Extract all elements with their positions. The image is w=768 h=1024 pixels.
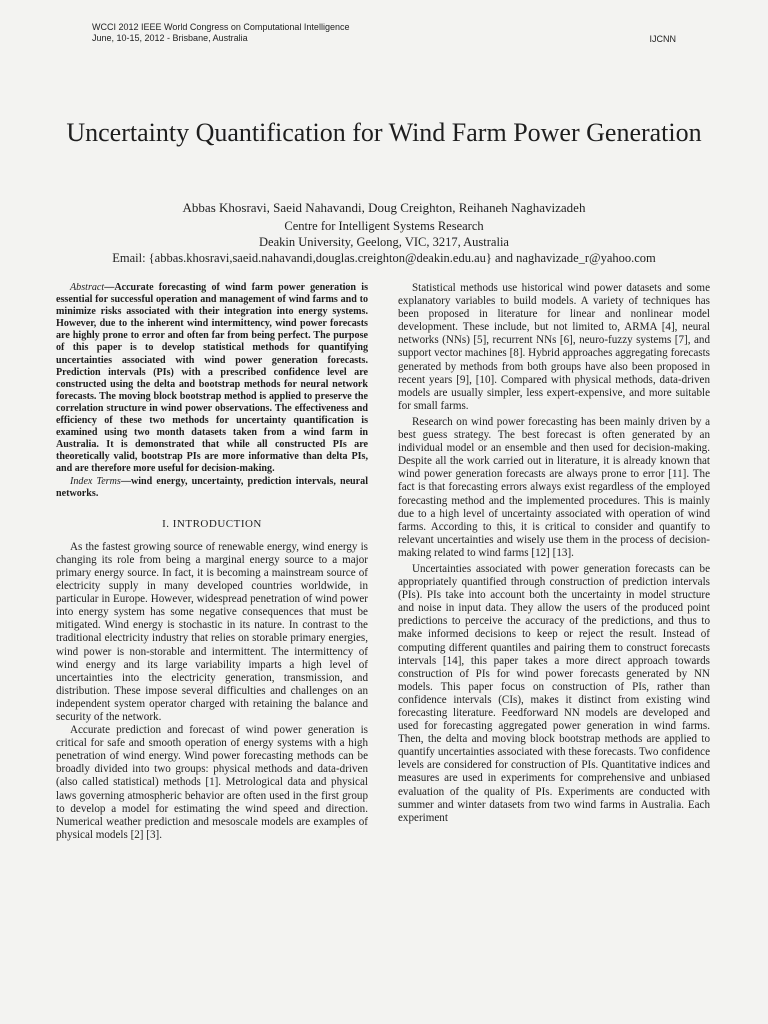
author-names: Abbas Khosravi, Saeid Nahavandi, Doug Creighton, Reihaneh Naghavizadeh [182, 200, 586, 215]
author-emails: Email: {abbas.khosravi,saeid.nahavandi,douglas.creighton@deakin.edu.au} and naghavizade_r@yahoo.com [112, 251, 656, 265]
conference-date-location: June, 10-15, 2012 - Brisbane, Australia [92, 33, 248, 43]
left-column [56, 282, 368, 842]
conference-name: WCCI 2012 IEEE World Congress on Computational Intelligence [92, 22, 350, 32]
page-header [92, 22, 676, 44]
body-paragraph: Uncertainties associated with power generation forecasts can be appropriately quantified through construction of prediction intervals (PIs). PIs take into account both the uncertainty in model structure and noise in input data. They allow the users of the produced point predictions to perceive the accuracy of the predictions, and thus to make informed decisions to keep or reject the result. Instead of computing different quantiles and pairing them to construct forecasts intervals [14], this paper takes a more direct approach towards construction of PIs for wind power forecasts generated by NN models. This paper focus on construction of PIs, rather than confidence intervals (CIs), makes it distinct from existing wind forecasting literature. Feedforward NN models are developed and used for forecasting aggregated power generation in wind farms. Then, the delta and moving block bootstrap methods are applied to quantify uncertainties associated with these forecasts. Two confidence levels are considered for construction of PIs. Quantitative indices and measures are used in experiments for comprehensive and unbiased evaluation of the quality of PIs. Experiments are conducted with summer and winter datasets from two wind farms in Australia. Each experiment [398, 562, 710, 824]
abstract [56, 282, 368, 476]
section-heading-introduction: I. INTRODUCTION [162, 517, 262, 530]
body-paragraph: Research on wind power forecasting has been mainly driven by a best guess strategy. The best forecast is often generated by an individual model or an ensemble and then used for decision-making. Despite all the work carried out in literature, it is already known that wind power generation forecasts are always prone to error [11]. The fact is that forecasting errors always exist regardless of the employed forecasting method and the implemented procedures. This is mainly due to a high level of uncertainty associated with operation of wind farms. According to this, it is critical to consider and quantify to relevant uncertainties and wisely use them in the process of decision-making related to wind farms [12] [13]. [398, 415, 710, 559]
abstract-label: Abstract [70, 282, 105, 293]
conference-track: IJCNN [649, 34, 676, 44]
affiliation-university: Deakin University, Geelong, VIC, 3217, Australia [259, 235, 509, 249]
index-terms [56, 476, 368, 500]
body-paragraph: Statistical methods use historical wind power datasets and some explanatory variables to build models. A variety of techniques has been proposed in literature for linear and nonlinear model development. These include, but not limited to, ARMA [4], neural networks (NNs) [5], recurrent NNs [6], neuro-fuzzy systems [7], and support vector machines [8]. Hybrid approaches aggregating forecasts generated by methods from both groups have also been proposed in recent years [9], [10]. Compared with physical methods, data-driven models are usually simpler, less expert-expensive, and more suitable for small farms. [398, 282, 710, 412]
intro-paragraph: As the fastest growing source of renewable energy, wind energy is changing its role from being a marginal energy source to a major primary energy source. In fact, it is becoming a mainstream source of electricity supply in many developed countries worldwide, in particular in Europe. However, widespread penetration of wind power into energy system has some negative consequences that must be mitigated. Wind energy is stochastic in its nature. In contrast to the traditional electricity industry that relies on storable primary energies, wind power is non-storable and intermittent. The intermittency of wind energy and its large variability imparts a high level of uncertainties into the electricity generation, transmission, and distribution. These impose several difficulties and challenges on an independent system operator charged with retaining the balance and security of the network. [56, 540, 368, 723]
intro-paragraph: Accurate prediction and forecast of wind power generation is critical for safe and smooth operation of energy systems with a high penetration of wind energy. Wind power forecasting methods can be broadly divided into two groups: physical methods and data-driven (also called statistical) methods [1]. Metrological data and physical laws governing atmospheric behavior are often used in the first group to develop a model for estimating the wind speed and direction. Numerical weather prediction and mesoscale models are examples of physical models [2] [3]. [56, 724, 368, 841]
index-terms-label: Index Terms [70, 475, 121, 487]
right-column [398, 282, 710, 828]
index-terms-text: —wind energy, uncertainty, prediction intervals, neural networks. [56, 475, 368, 499]
paper-title: Uncertainty Quantification for Wind Farm Power Generation [66, 118, 702, 147]
author-block [40, 200, 728, 266]
affiliation-centre: Centre for Intelligent Systems Research [284, 219, 484, 233]
abstract-text: —Accurate forecasting of wind farm power generation is essential for successful operation and management of wind farms and to minimize risks associated with their integration into energy systems. However, due to the inherent wind intermittency, wind power forecasts are highly prone to error and often far from being perfect. The purpose of this paper is to develop statistical methods for quantifying uncertainties associated with wind power generation forecasts. Prediction intervals (PIs) with a prescribed confidence level are constructed using the delta and bootstrap methods for neural network forecasts. The moving block bootstrap method is applied to preserve the correlation structure in wind power observations. The effectiveness and efficiency of these two methods for uncertainty quantification is examined using two month datasets taken from a wind farm in Australia. It is demonstrated that while all constructed PIs are theoretically valid, bootstrap PIs are more informative than delta PIs, and are therefore more useful for decision-making. [56, 282, 368, 475]
